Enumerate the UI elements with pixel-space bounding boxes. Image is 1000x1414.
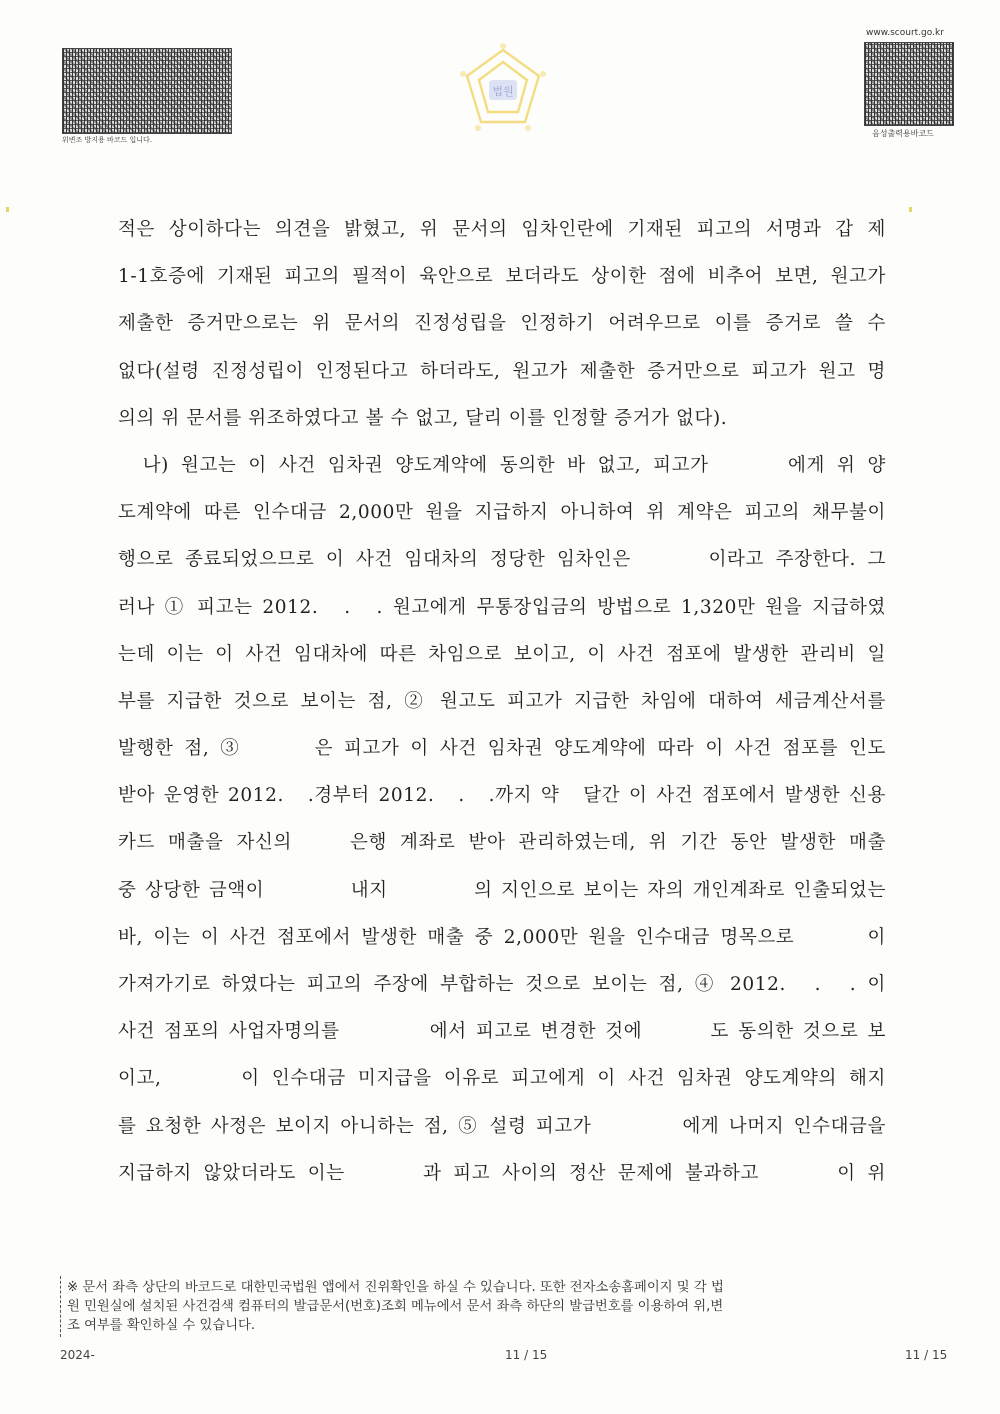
- authenticity-barcode: [62, 48, 232, 134]
- body-line: 받아 운영한 2012. .경부터 2012. . .까지 약 달간 이 사건 점포에서 발생한 신용: [118, 785, 886, 807]
- audio-output-barcode: [864, 42, 954, 126]
- body-line: 이고, 이 인수대금 미지급을 이유로 피고에게 이 사건 임차권 양도계약의 해지: [118, 1068, 886, 1090]
- body-line: 카드 매출을 자신의 은행 계좌로 받아 관리하였는데, 위 기간 동안 발생한 매출: [118, 832, 886, 854]
- site-url: www.scourt.go.kr: [866, 28, 944, 38]
- body-line: 의의 위 문서를 위조하였다고 볼 수 없고, 달리 이를 인정할 증거가 없다).: [118, 407, 728, 429]
- body-line: 발행한 점, ③ 은 피고가 이 사건 임차권 양도계약에 따라 이 사건 점포를 인도: [118, 738, 886, 760]
- body-line: 바, 이는 이 사건 점포에서 발생한 매출 중 2,000만 원을 인수대금 명목으로 이: [118, 926, 886, 948]
- body-line: 가져가기로 하였다는 피고의 주장에 부합하는 것으로 보이는 점, ④ 2012. . . 이: [118, 974, 886, 995]
- notice-line: ※ 문서 좌측 상단의 바코드로 대한민국법원 앱에서 진위확인을 하실 수 있습니다. 또한 전자소송홈페이지 및 각 법: [67, 1280, 724, 1295]
- notice-line: 조 여부를 확인하실 수 있습니다.: [67, 1318, 256, 1333]
- authenticity-barcode-caption: 위변조 방지용 바코드 입니다.: [62, 136, 153, 144]
- body-line: 러나 ① 피고는 2012. . . 원고에게 무통장입금의 방법으로 1,320만 원을 지급하였: [118, 596, 886, 618]
- body-line: 지급하지 않았더라도 이는 과 피고 사이의 정산 문제에 불과하고 이 위: [118, 1162, 886, 1184]
- page-number-right: 11 / 15: [905, 1348, 948, 1362]
- audio-output-barcode-caption: 음성출력용바코드: [872, 129, 934, 138]
- body-line: 를 요청한 사정은 보이지 아니하는 점, ⑤ 설령 피고가 에게 나머지 인수대금을: [118, 1115, 886, 1137]
- body-line: 행으로 종료되었으므로 이 사건 임대차의 정당한 임차인은 이라고 주장한다. 그: [118, 549, 886, 571]
- body-line: 중 상당한 금액이 내지 의 지인으로 보이는 자의 개인계좌로 인출되었는: [118, 879, 886, 901]
- body-line: 사건 점포의 사업자명의를 에서 피고로 변경한 것에 도 동의한 것으로 보: [118, 1021, 886, 1043]
- body-line: 없다(설령 진정성립이 인정된다고 하더라도, 원고가 제출한 증거만으로 피고가 원고 명: [118, 360, 886, 382]
- judgment-body-text: [118, 206, 886, 1197]
- court-emblem-icon: [455, 40, 551, 136]
- body-line: 제출한 증거만으로는 위 문서의 진정성립을 인정하기 어려우므로 이를 증거로 쓸 수: [118, 313, 886, 335]
- scan-mark: [6, 207, 9, 212]
- body-line: 부를 지급한 것으로 보이는 점, ② 원고도 피고가 지급한 차임에 대하여 세금계산서를: [118, 690, 886, 712]
- body-line: 나) 원고는 이 사건 임차권 양도계약에 동의한 바 없고, 피고가 에게 위 양: [118, 454, 886, 476]
- body-line: 1-1호증에 기재된 피고의 필적이 육안으로 보더라도 상이한 점에 비추어 보면, 원고가: [118, 266, 886, 288]
- body-line: 도계약에 따른 인수대금 2,000만 원을 지급하지 아니하여 위 계약은 피고의 채무불이: [118, 502, 886, 524]
- body-line: 적은 상이하다는 의견을 밝혔고, 위 문서의 임차인란에 기재된 피고의 서명과 갑 제: [118, 219, 886, 240]
- document-issue-number: 2024-: [60, 1348, 95, 1362]
- scan-mark: [909, 207, 912, 212]
- emblem-label: 법원: [492, 85, 514, 98]
- verification-notice: [60, 1276, 947, 1337]
- page-number-center: 11 / 15: [505, 1348, 548, 1362]
- body-line: 는데 이는 이 사건 임대차에 따른 차임으로 보이고, 이 사건 점포에 발생한 관리비 일: [118, 643, 886, 665]
- notice-line: 원 민원실에 설치된 사건검색 컴퓨터의 발급문서(번호)조회 메뉴에서 문서 좌측 하단의 발급번호를 이용하여 위,변: [67, 1299, 724, 1314]
